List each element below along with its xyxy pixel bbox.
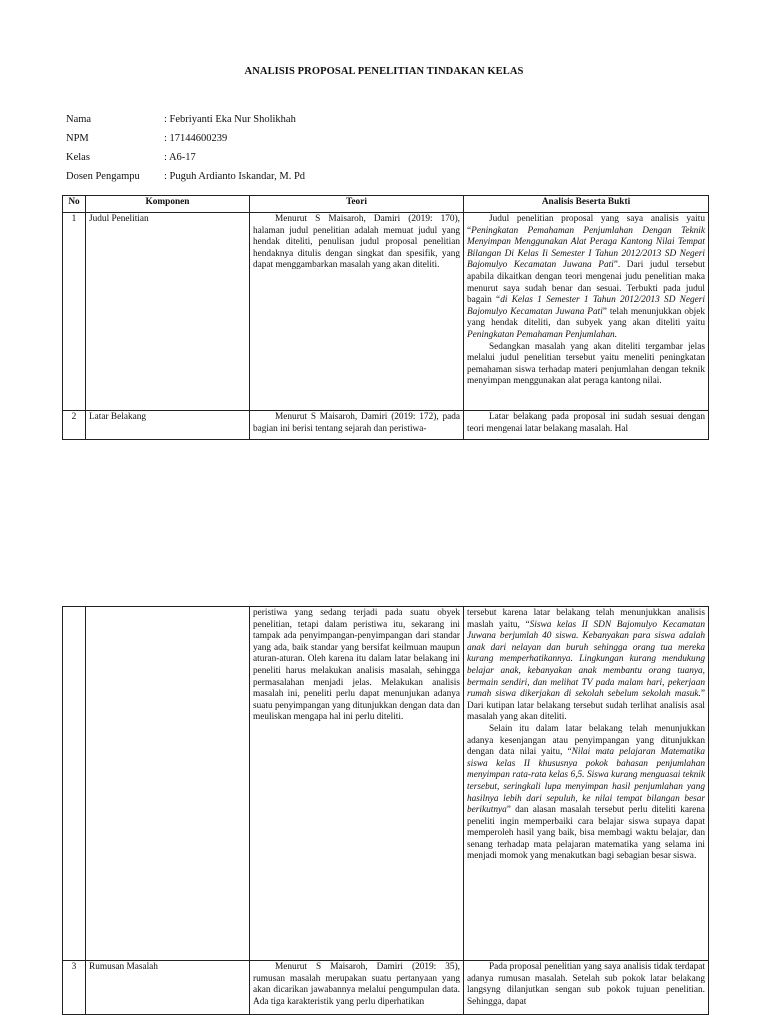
analisis-quote: Nilai mata pelajaran Matematika siswa kelas II khususnya pokok bahasan penjumlahan menyimpan rata-rata kelas 6,5. Siswa kurang menguasai teknik tersebut, seringkali lupa menyimpan hasil penjumlahan yang hasilnya lebih dari sepuluh, ke nilai tempat bilangan besar berikutnya <box>467 747 705 816</box>
identity-label: Kelas <box>66 152 90 163</box>
row-teori <box>250 607 464 961</box>
analisis-paragraph: Sedangkan masalah yang akan diteliti tergambar jelas melalui judul penelitian tersebut yaitu meneliti peningkatan pemahaman siswa terhadap materi penjumlahan dengan teknik menyimpan menggunakan alat peraga kantong nilai. <box>467 341 705 387</box>
analisis-paragraph: Latar belakang pada proposal ini sudah sesuai dengan teori mengenai latar belakang masalah. Hal <box>467 412 705 434</box>
row-analisis <box>464 213 709 411</box>
table-row <box>63 961 709 1015</box>
analisis-text: ”. Dari judul tersebut apabila dikaitkan dengan teori mengenai judu penelitian maka menurut saya sudah benar dan sesuai. Terbukti pada judul bagain “ <box>467 260 705 306</box>
teori-text: Menurut S Maisaroh, Damiri (2019: 170), halaman judul penelitian adalah memuat judul yang hendak diteliti, penulisan judul proposal penelitian hendaknya ditulis dengan singkat dan spesifik, yang dapat menggambarkan masalah yang akan diteliti. <box>253 214 460 271</box>
analisis-text: ” dan alasan masalah tersebut perlu diteliti karena peneliti ingin memperbaiki cara belajar siswa supaya dapat memperoleh hasil yang baik, bisa membagi waktu belajar, dan senang terhadap mata pelajaran matematika yang selama ini menjadi momok yang menakutkan bagi sebagian besar siswa. <box>467 805 705 862</box>
analisis-paragraph <box>467 608 705 724</box>
header-analisis: Analisis Beserta Bukti <box>464 196 709 213</box>
analisis-text: ” Dari kutipan latar belakang tersebut sudah terlihat analisis asal masalah yang akan diteliti. <box>467 689 705 723</box>
analisis-text: Judul penelitian proposal yang saya analisis yaitu “ <box>467 214 705 236</box>
analisis-paragraph: Pada proposal penelitian yang saya analisis tidak terdapat adanya rumusan masalah. Setelah sub pokok latar belakang langsyng dilanjutkan sengan sub pokok tujuan penelitian. Sehingga, dapat <box>467 962 705 1007</box>
analisis-paragraph <box>467 724 705 863</box>
row-teori <box>250 213 464 411</box>
identity-label: Dosen Pengampu <box>66 171 140 182</box>
analysis-table-page-2 <box>62 606 709 1015</box>
analisis-text: ” telah menunjukkan objek yang hendak diteliti, dan subyek yang akan diteliti yaitu <box>467 306 705 329</box>
identity-label: NPM <box>66 133 89 144</box>
identity-value: : A6-17 <box>164 152 196 163</box>
row-komponen: Latar Belakang <box>86 411 250 440</box>
analisis-paragraph <box>467 214 705 342</box>
row-komponen: Rumusan Masalah <box>86 961 250 1015</box>
analisis-quote: di Kelas 1 Semester 1 Tahun 2012/2013 SD Negeri Bajomulyo Kecamatan Juwana Pati <box>467 295 705 317</box>
analisis-text: tersebut karena latar belakang telah menunjukkan analisis maslah yaitu, “ <box>467 608 705 630</box>
analisis-text: Selain itu dalam latar belakang telah menunjukkan adanya kesenjangan atau penyimpangan yang ditunjukkan dengan data nilai yaitu, “ <box>467 723 705 758</box>
row-komponen: Judul Penelitian <box>86 213 250 411</box>
table-row <box>63 213 709 411</box>
teori-text: Menurut S Maisaroh, Damiri (2019: 172), pada bagian ini berisi tentang sejarah dan peristiwa- <box>253 412 460 434</box>
identity-value: : 17144600239 <box>164 133 228 144</box>
header-teori: Teori <box>250 196 464 213</box>
analisis-quote: Siswa kelas II SDN Bajomulyo Kecamatan Juwana berjumlah 40 siswa. Kebanyakan para siswa adalah anak dari nelayan dan buruh sehingga orang tua mereka kurang memperhatikannya. Lingkungan kurang mendukung belajar anak, kebanyakan anak membantu orang tuanya, bermain sendiri, dan melihat TV pada malam hari, pekerjaan rumah siswa dikerjakan di sekolah sebelum sekolah masuk. <box>467 619 705 700</box>
analisis-quote: Peningkatan Pemahaman Penjumlahan Dengan Teknik Menyimpan Menggunakan Alat Peraga Kantong Nilai Tempat Bilangan Di Kelas Ii Semester I Tahun 2012/2013 SD Negeri Bajomulyo Kecamatan Juwana Pati <box>467 225 705 271</box>
teori-text: Menurut S Maisaroh, Damiri (2019: 35), rumusan masalah merupakan suatu pertanyaan yang akan dicarikan jawabannya melalui pengumpulan data. Ada tiga karakteristik yang perlu diperhatikan <box>253 962 460 1007</box>
row-teori <box>250 961 464 1015</box>
table-row <box>63 411 709 440</box>
row-komponen <box>86 607 250 961</box>
row-number: 2 <box>63 411 86 440</box>
identity-value: : Puguh Ardianto Iskandar, M. Pd <box>164 171 306 182</box>
row-analisis <box>464 411 709 440</box>
row-number: 1 <box>63 213 86 411</box>
row-number: 3 <box>63 961 86 1015</box>
row-teori <box>250 411 464 440</box>
analysis-table-page-1 <box>62 195 709 440</box>
teori-text: peristiwa yang sedang terjadi pada suatu obyek penelitian, tetapi dalam peristiwa itu, sekarang ini tampak ada penyimpangan-penyimpangan dari standar yang ada, baik standar yang bersifat keilmuan maupun aturan-aturan. Oleh karena itu dalam latar belakang ini peneliti harus melakukan analisis masalah, sehingga permasalahan menjadi jelas. Melakukan analisis masalah ini, peneliti perlu dapat menunjukan adanya suatu penyimpangan yang ditunjukkan dengan data dan meuliskan mengapa hal ini perlu diteliti. <box>253 608 460 723</box>
identity-label: Nama <box>66 114 92 125</box>
header-no: No <box>63 196 86 213</box>
row-analisis <box>464 607 709 961</box>
identity-value: : Febriyanti Eka Nur Sholikhah <box>164 114 296 125</box>
table-row <box>63 607 709 961</box>
header-komponen: Komponen <box>86 196 250 213</box>
table-header-row <box>63 196 709 213</box>
document-title: ANALISIS PROPOSAL PENELITIAN TINDAKAN KELAS <box>244 66 524 77</box>
analisis-quote: Peningkatan Pemahaman Penjumlahan. <box>467 329 618 340</box>
row-number <box>63 607 86 961</box>
row-analisis <box>464 961 709 1015</box>
